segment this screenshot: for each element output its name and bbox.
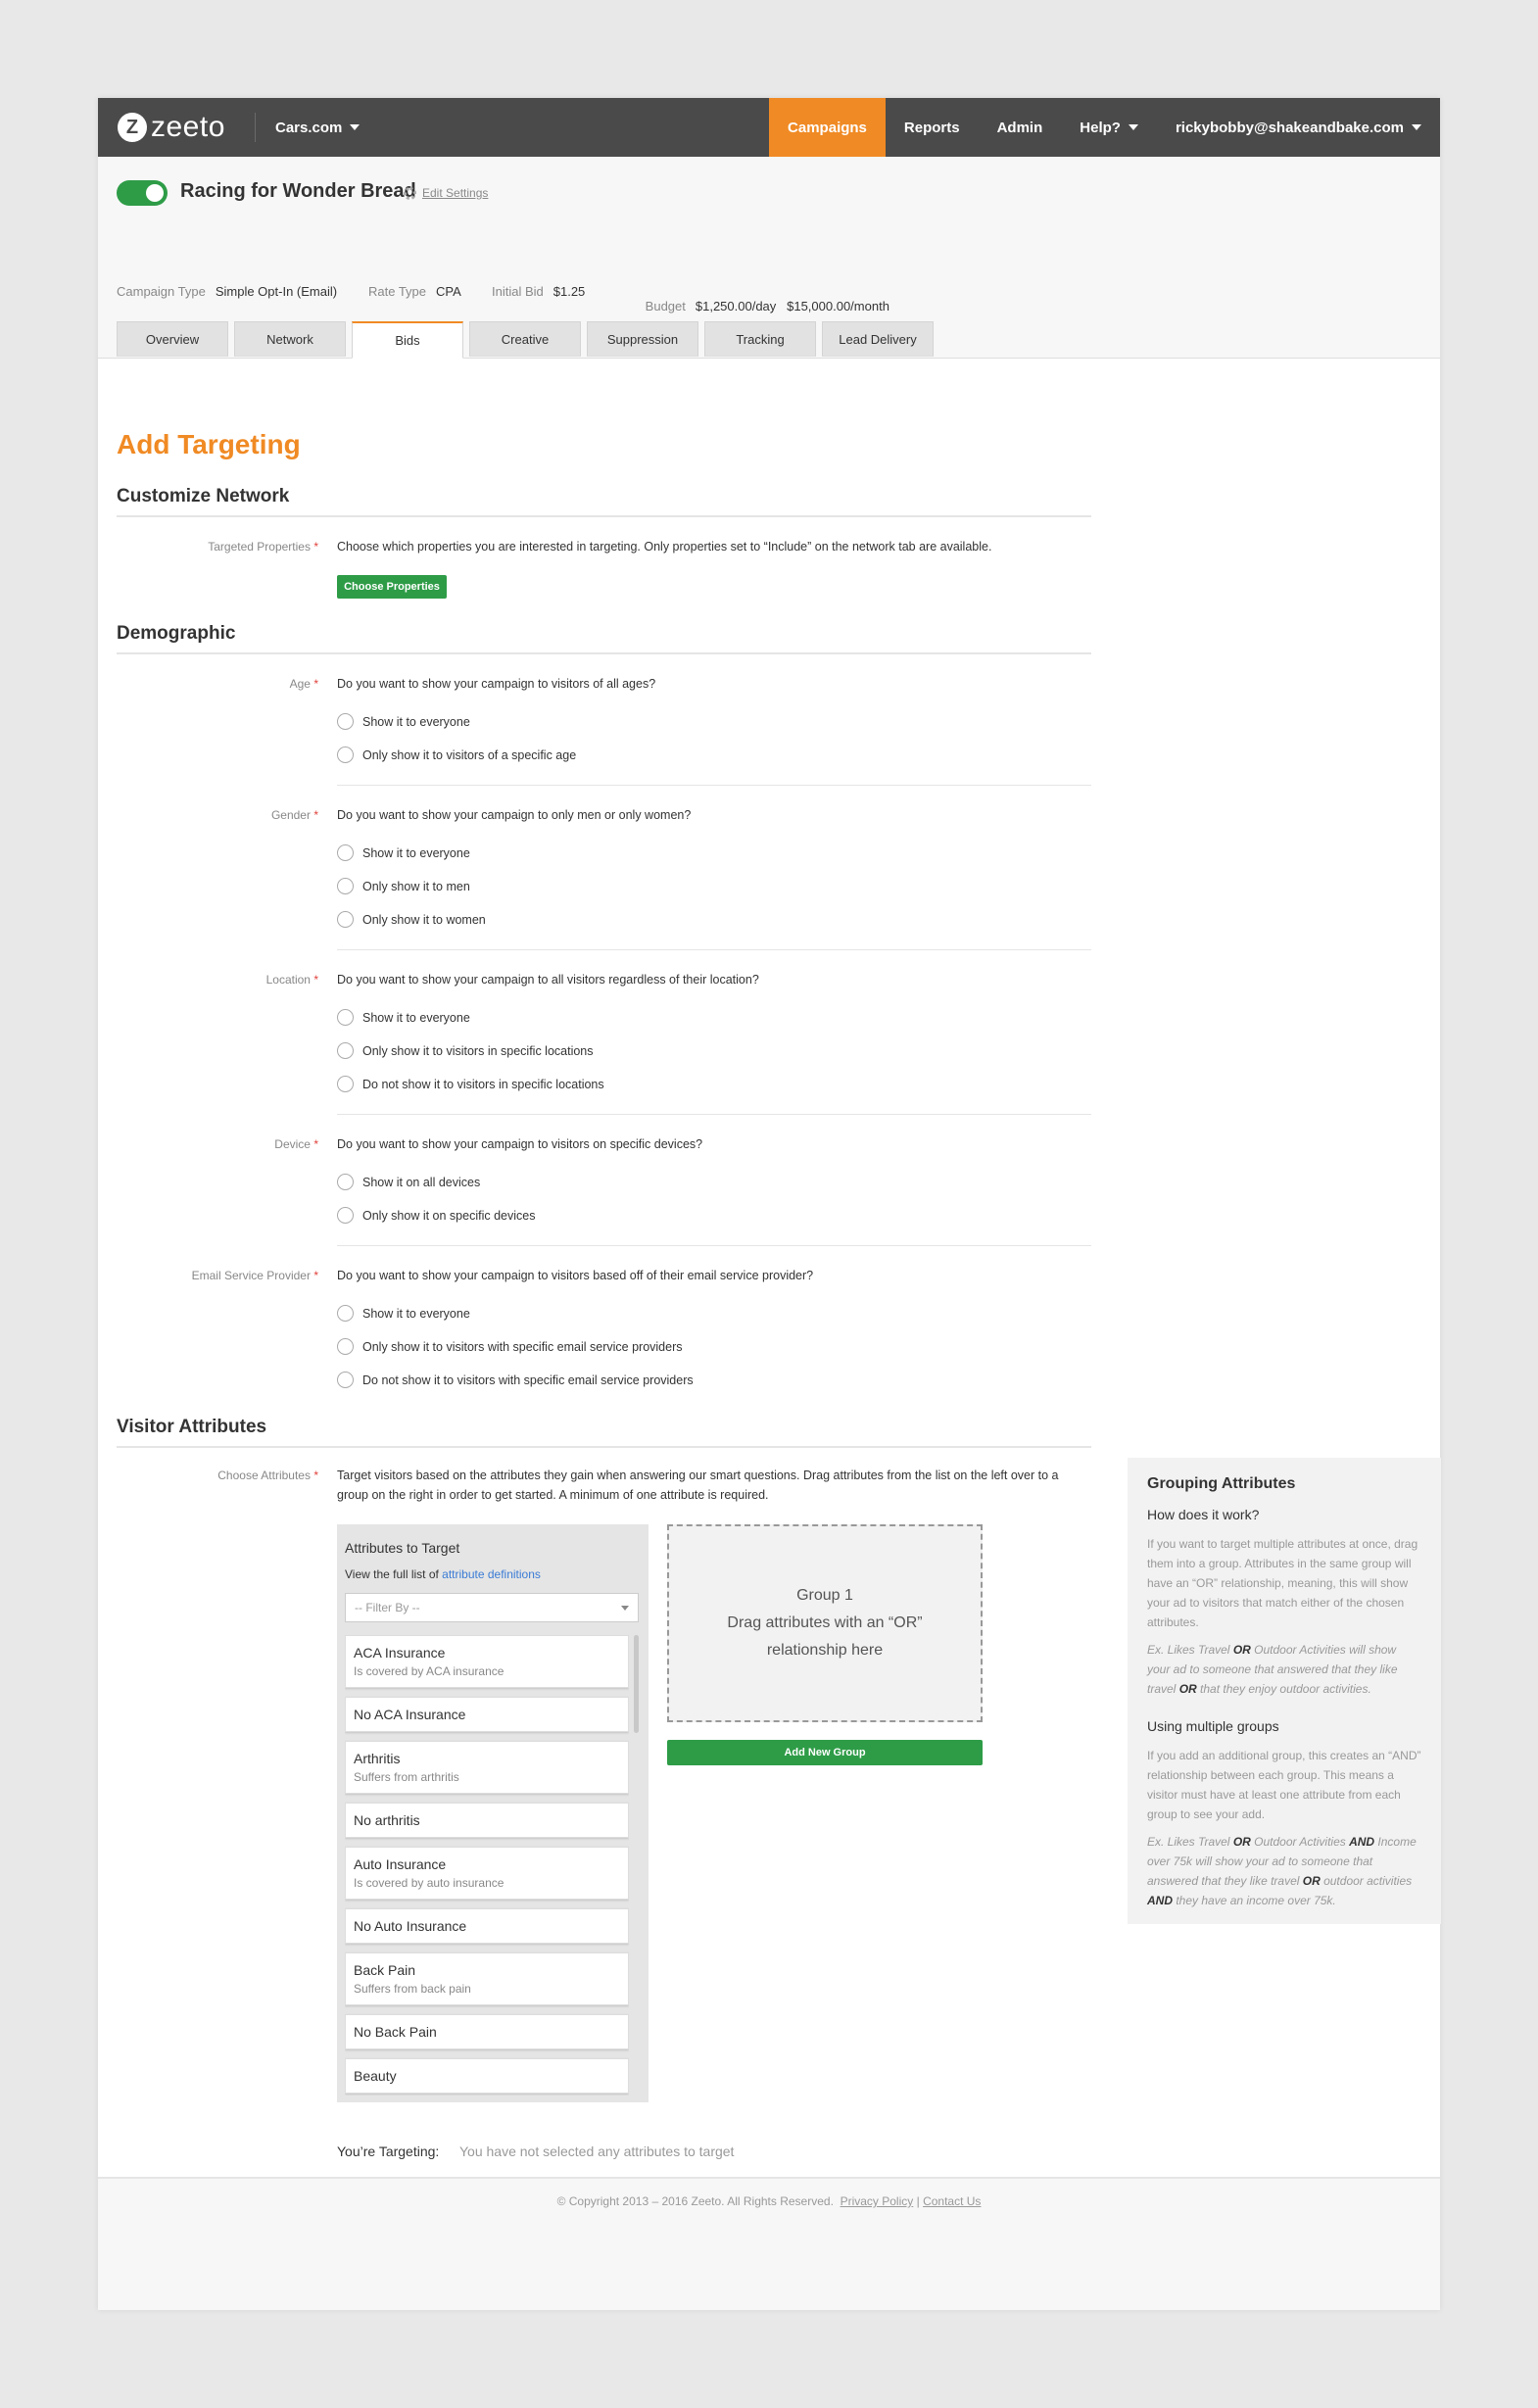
tab-network[interactable] <box>234 321 346 357</box>
device-label-text: Device <box>274 1137 311 1151</box>
site-selector[interactable] <box>275 120 360 136</box>
radio-button[interactable] <box>337 1042 354 1059</box>
esp-option-everyone[interactable] <box>337 1305 470 1322</box>
nav-campaigns-label: Campaigns <box>788 119 867 136</box>
campaign-type-label: Campaign Type <box>117 284 206 299</box>
gender-label-text: Gender <box>270 808 311 822</box>
nav-admin-label: Admin <box>996 119 1043 136</box>
age-option-everyone[interactable] <box>337 713 470 730</box>
campaign-type <box>117 284 337 299</box>
tab-bids-label: Bids <box>395 333 420 348</box>
gender-option-everyone[interactable] <box>337 844 470 861</box>
attribute-name: ACA Insurance <box>354 1645 446 1661</box>
help-example-text: that they enjoy outdoor activities. <box>1196 1682 1371 1696</box>
targeting-label: You’re Targeting: <box>337 2143 440 2159</box>
radio-button[interactable] <box>337 1305 354 1322</box>
help-example-and: AND <box>1147 1894 1173 1907</box>
targeted-properties-label <box>117 540 318 554</box>
attribute-definitions-link[interactable]: attribute definitions <box>442 1567 541 1581</box>
tab-suppression[interactable] <box>587 321 698 357</box>
attribute-item[interactable] <box>345 1803 629 1838</box>
site-name: Cars.com <box>275 119 343 136</box>
attribute-item[interactable] <box>345 1908 629 1944</box>
tab-creative[interactable] <box>469 321 581 357</box>
age-option-specific[interactable] <box>337 746 576 763</box>
help-how-text: If you want to target multiple attributes at once, drag them into a group. Attributes in the same group will have an “OR” relationship, meaning, this will show your ad to visitors that match either of the chosen attributes. <box>1147 1537 1418 1629</box>
gender-label <box>117 808 318 822</box>
privacy-policy-link[interactable]: Privacy Policy <box>840 2194 914 2208</box>
esp-label <box>117 1269 318 1282</box>
choose-properties-button[interactable]: Choose Properties <box>337 575 447 599</box>
zeeto-logo-icon: Z <box>118 113 147 142</box>
attribute-name: No arthritis <box>354 1812 420 1828</box>
radio-button[interactable] <box>337 1174 354 1190</box>
required-marker: * <box>313 677 318 691</box>
nav-help-label: Help? <box>1080 119 1121 136</box>
attribute-desc: Is covered by auto insurance <box>354 1876 505 1890</box>
help-example-text: Income over 75k will show your ad to someone that answered that they like travel <box>1147 1835 1417 1888</box>
targeted-properties-label-text: Targeted Properties <box>208 540 311 554</box>
radio-button[interactable] <box>337 844 354 861</box>
help-example-or: OR <box>1302 1874 1321 1888</box>
page-footer <box>98 2177 1440 2310</box>
nav-menu <box>769 98 1440 157</box>
location-option-exclude[interactable] <box>337 1076 604 1092</box>
gender-option-men[interactable] <box>337 878 470 894</box>
customize-network-heading: Customize Network <box>117 486 1091 517</box>
location-option-exclude-label: Do not show it to visitors in specific locations <box>362 1077 604 1091</box>
chevron-down-icon <box>350 124 360 130</box>
visitor-attributes-heading: Visitor Attributes <box>117 1417 1091 1448</box>
help-how-title: How does it work? <box>1147 1507 1260 1522</box>
location-label <box>117 973 318 987</box>
help-example-text: Ex. Likes Travel <box>1147 1835 1233 1849</box>
copyright-line <box>98 2194 1440 2208</box>
footer-separator: | <box>916 2194 920 2208</box>
radio-button[interactable] <box>337 1076 354 1092</box>
help-example-text: Outdoor Activities <box>1250 1835 1350 1849</box>
budget-label: Budget <box>645 299 686 313</box>
esp-option-exclude-label: Do not show it to visitors with specific email service providers <box>362 1373 694 1387</box>
choose-attributes-label-text: Choose Attributes <box>217 1469 311 1482</box>
help-example-2 <box>1147 1832 1421 1910</box>
radio-button[interactable] <box>337 911 354 928</box>
attribute-list-scrollbar[interactable] <box>634 1635 639 1733</box>
radio-button[interactable] <box>337 1009 354 1026</box>
campaign-title: Racing for Wonder Bread <box>180 180 416 202</box>
toggle-knob <box>146 184 164 202</box>
nav-reports[interactable] <box>886 98 979 157</box>
attribute-name: Back Pain <box>354 1962 416 1978</box>
divider <box>337 949 1091 950</box>
attribute-item[interactable] <box>345 1847 629 1900</box>
location-question: Do you want to show your campaign to all visitors regardless of their location? <box>337 973 759 987</box>
add-new-group-button[interactable]: Add New Group <box>667 1740 983 1765</box>
nav-admin[interactable] <box>979 98 1062 157</box>
choose-attributes-label <box>117 1469 318 1482</box>
divider <box>337 1245 1091 1246</box>
grouping-help-panel <box>1128 1458 1441 1924</box>
esp-label-text: Email Service Provider <box>191 1269 311 1282</box>
esp-question: Do you want to show your campaign to visitors based off of their email service provider? <box>337 1269 814 1282</box>
age-label-text: Age <box>289 677 311 691</box>
attribute-item[interactable] <box>345 1697 629 1732</box>
initial-bid-value: $1.25 <box>553 284 586 299</box>
group-hint-line-1: Drag attributes with an “OR” <box>727 1614 923 1631</box>
attribute-definitions-line <box>345 1567 541 1581</box>
targeting-value: You have not selected any attributes to target <box>459 2143 735 2159</box>
tab-lead-delivery[interactable] <box>822 321 934 357</box>
tab-lead-delivery-label: Lead Delivery <box>839 331 917 347</box>
help-example-1 <box>1147 1640 1421 1699</box>
attribute-desc: Suffers from back pain <box>354 1982 471 1996</box>
location-label-text: Location <box>265 973 311 987</box>
help-example-or: OR <box>1232 1643 1251 1657</box>
tab-bids[interactable] <box>352 321 463 359</box>
device-option-all-label: Show it on all devices <box>362 1175 481 1189</box>
help-example-text: outdoor activities <box>1320 1874 1413 1888</box>
tab-network-label: Network <box>266 331 313 347</box>
nav-campaigns[interactable] <box>769 98 886 157</box>
attributes-panel-title: Attributes to Target <box>345 1540 460 1556</box>
contact-us-link[interactable]: Contact Us <box>923 2194 982 2208</box>
required-marker: * <box>313 1469 318 1482</box>
attribute-name: No Back Pain <box>354 2024 437 2040</box>
tab-overview[interactable] <box>117 321 228 357</box>
device-label <box>117 1137 318 1151</box>
divider <box>337 785 1091 786</box>
attribute-name: No Auto Insurance <box>354 1918 467 1934</box>
attribute-item[interactable] <box>345 2014 629 2049</box>
help-example-or: OR <box>1178 1682 1197 1696</box>
gender-option-men-label: Only show it to men <box>362 879 470 893</box>
esp-option-specific[interactable] <box>337 1338 683 1355</box>
user-menu[interactable] <box>1157 98 1440 157</box>
device-option-all[interactable] <box>337 1174 480 1190</box>
nav-divider <box>255 113 256 142</box>
top-nav <box>98 98 1440 157</box>
edit-settings-link[interactable] <box>404 186 488 200</box>
targeted-properties-text: Choose which properties you are interested in targeting. Only properties set to “Include” on the network tab are available. <box>337 540 992 554</box>
radio-button[interactable] <box>337 1372 354 1388</box>
help-example-text: they have an income over 75k. <box>1173 1894 1336 1907</box>
campaign-tabs <box>117 321 939 359</box>
group-title: Group 1 <box>796 1587 853 1604</box>
radio-button[interactable] <box>337 1338 354 1355</box>
radio-button[interactable] <box>337 878 354 894</box>
copyright-text: © Copyright 2013 – 2016 Zeeto. All Rights Reserved. <box>556 2194 834 2208</box>
age-option-everyone-label: Show it to everyone <box>362 714 470 729</box>
age-question: Do you want to show your campaign to visitors of all ages? <box>337 677 656 691</box>
rate-type <box>368 284 461 299</box>
gender-option-women-label: Only show it to women <box>362 912 486 927</box>
required-marker: * <box>313 973 318 987</box>
user-email: rickybobby@shakeandbake.com <box>1175 119 1404 136</box>
attribute-list[interactable] <box>345 1635 629 2095</box>
attribute-name: No ACA Insurance <box>354 1707 466 1722</box>
required-marker: * <box>313 1137 318 1151</box>
choose-attributes-text-1: Target visitors based on the attributes they gain when answering our smart questions. Drag attributes from the list on the left over to a <box>337 1469 1059 1482</box>
location-option-specific[interactable] <box>337 1042 594 1059</box>
required-marker: * <box>313 540 318 554</box>
group-drop-zone[interactable] <box>667 1524 983 1722</box>
esp-option-specific-label: Only show it to visitors with specific email service providers <box>362 1339 683 1354</box>
attribute-name: Arthritis <box>354 1751 401 1766</box>
tab-tracking-label: Tracking <box>736 331 785 347</box>
help-multi-text: If you add an additional group, this creates an “AND” relationship between each group. This means a visitor must have at least one attribute from each group to see your add. <box>1147 1749 1421 1821</box>
esp-option-exclude[interactable] <box>337 1372 694 1388</box>
attribute-item[interactable] <box>345 1635 629 1688</box>
radio-button[interactable] <box>337 1207 354 1224</box>
help-multi-title: Using multiple groups <box>1147 1718 1279 1734</box>
budget-value: $1,250.00/day $15,000.00/month <box>695 299 889 313</box>
logo-text: zeeto <box>151 111 225 143</box>
help-example-text: Ex. Likes Travel <box>1147 1643 1233 1657</box>
device-option-specific-label: Only show it on specific devices <box>362 1208 536 1223</box>
divider <box>337 1114 1091 1115</box>
campaign-header <box>98 157 1440 359</box>
gear-icon <box>404 187 416 200</box>
chevron-down-icon <box>621 1606 629 1611</box>
initial-bid-label: Initial Bid <box>492 284 544 299</box>
radio-button[interactable] <box>337 713 354 730</box>
rate-type-label: Rate Type <box>368 284 427 299</box>
tab-overview-label: Overview <box>145 331 200 347</box>
required-marker: * <box>313 1269 318 1282</box>
full-list-prefix: View the full list of <box>345 1567 439 1581</box>
esp-option-everyone-label: Show it to everyone <box>362 1306 470 1321</box>
help-example-or: OR <box>1232 1835 1251 1849</box>
device-question: Do you want to show your campaign to visitors on specific devices? <box>337 1137 703 1151</box>
tab-tracking[interactable] <box>704 321 816 357</box>
group-hint-line-2: relationship here <box>766 1642 884 1659</box>
attribute-name: Beauty <box>354 2068 397 2084</box>
zeeto-logo[interactable] <box>98 111 255 144</box>
attributes-panel <box>337 1524 649 2102</box>
filter-select[interactable] <box>345 1593 639 1622</box>
rate-type-value: CPA <box>436 284 461 299</box>
attribute-item[interactable] <box>345 1952 629 2005</box>
location-option-everyone[interactable] <box>337 1009 470 1026</box>
filter-placeholder: -- Filter By -- <box>355 1601 420 1614</box>
attribute-item[interactable] <box>345 2058 629 2094</box>
tab-suppression-label: Suppression <box>606 331 679 347</box>
chevron-down-icon <box>1412 124 1421 130</box>
chevron-down-icon <box>1129 124 1138 130</box>
help-example-text: Outdoor Activities will show your ad to someone that answered that they like travel <box>1147 1643 1398 1696</box>
gender-option-everyone-label: Show it to everyone <box>362 845 470 860</box>
age-label <box>117 677 318 691</box>
nav-help[interactable] <box>1061 98 1157 157</box>
required-marker: * <box>313 808 318 822</box>
initial-bid <box>492 284 585 299</box>
page-title: Add Targeting <box>117 429 301 459</box>
device-option-specific[interactable] <box>337 1207 535 1224</box>
edit-settings-label: Edit Settings <box>422 186 489 200</box>
help-title: Grouping Attributes <box>1147 1475 1296 1492</box>
attribute-item[interactable] <box>345 1741 629 1794</box>
tab-creative-label: Creative <box>501 331 550 347</box>
location-option-specific-label: Only show it to visitors in specific locations <box>362 1043 594 1058</box>
attribute-desc: Suffers from arthritis <box>354 1770 459 1784</box>
radio-button[interactable] <box>337 746 354 763</box>
app-frame <box>98 98 1440 2310</box>
nav-reports-label: Reports <box>903 119 960 136</box>
gender-option-women[interactable] <box>337 911 486 928</box>
campaign-active-toggle[interactable] <box>117 180 168 206</box>
attribute-desc: Is covered by ACA insurance <box>354 1664 505 1678</box>
gender-question: Do you want to show your campaign to only men or only women? <box>337 808 692 822</box>
attribute-name: Auto Insurance <box>354 1856 447 1872</box>
location-option-everyone-label: Show it to everyone <box>362 1010 470 1025</box>
campaign-type-value: Simple Opt-In (Email) <box>215 284 338 299</box>
age-option-specific-label: Only show it to visitors of a specific age <box>362 747 577 762</box>
demographic-heading: Demographic <box>117 623 1091 654</box>
choose-attributes-text-2: group on the right in order to get started. A minimum of one attribute is required. <box>337 1488 769 1502</box>
help-example-and: AND <box>1349 1835 1375 1849</box>
